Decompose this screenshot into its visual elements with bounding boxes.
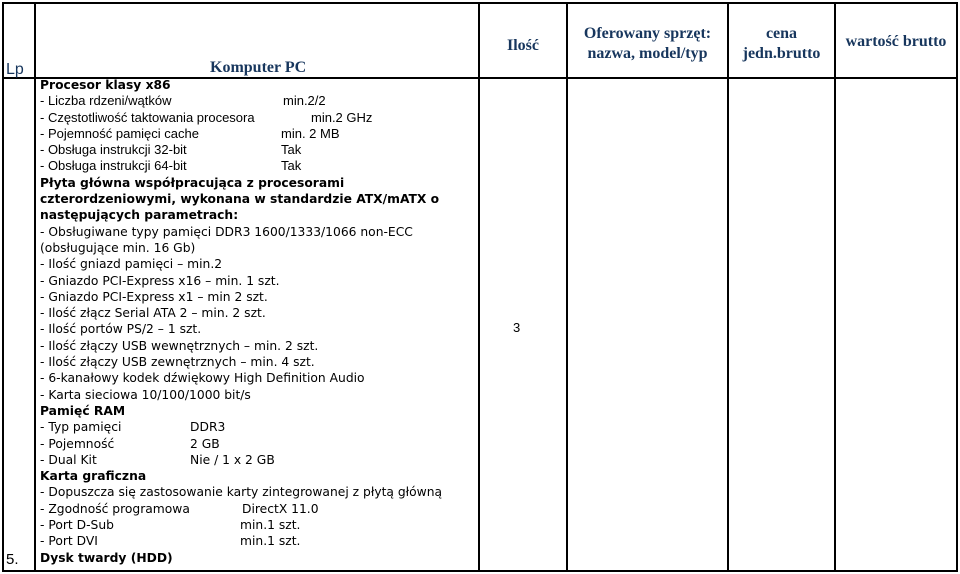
header-offered-equipment <box>568 22 727 66</box>
spec-value: 2 GB <box>190 436 220 451</box>
spec-line <box>40 110 480 126</box>
spec-line <box>40 468 480 484</box>
spec-line <box>40 158 480 174</box>
spec-value: Tak <box>281 158 302 174</box>
spec-label: - Obsługa instrukcji 64-bit <box>40 158 187 174</box>
spec-line <box>40 191 480 207</box>
spec-value: min.2/2 <box>283 93 326 109</box>
spec-line <box>40 452 480 468</box>
spec-label: Procesor klasy x86 <box>40 78 171 92</box>
spec-line <box>40 305 480 321</box>
spec-line <box>40 289 480 305</box>
header-item: Komputer PC <box>210 59 307 76</box>
spec-line <box>40 256 480 272</box>
spec-label: - Karta sieciowa 10/100/1000 bit/s <box>40 387 251 402</box>
spec-label: - Typ pamięci <box>40 420 122 435</box>
spec-label: Płyta główna współpracująca z procesorami <box>40 175 345 190</box>
spec-label: - Ilość gniazd pamięci – min.2 <box>40 257 223 272</box>
table-border-top <box>2 2 958 4</box>
header-quantity: Ilość <box>507 37 539 54</box>
column-divider <box>727 2 729 571</box>
spec-label: - Dual Kit <box>40 452 97 467</box>
spec-line <box>40 142 480 158</box>
spec-value: min.1 szt. <box>240 518 301 533</box>
spec-label: - Obsługa instrukcji 32-bit <box>40 142 187 158</box>
spec-label: - Gniazdo PCI-Express x16 – min. 1 szt. <box>40 273 280 288</box>
spec-value: min.1 szt. <box>240 534 301 549</box>
table-border-right <box>956 2 958 571</box>
spec-value: DDR3 <box>190 420 226 435</box>
spec-label: czterordzeniowymi, wykonana w standardzie ATX/mATX o <box>40 192 440 207</box>
spec-line <box>40 126 480 142</box>
spec-line <box>40 207 480 223</box>
spec-value: min.2 GHz <box>311 109 373 125</box>
spec-line <box>40 370 480 386</box>
spec-label: - Zgodność programowa <box>40 501 190 516</box>
spec-label: - Gniazdo PCI-Express x1 – min 2 szt. <box>40 289 268 304</box>
spec-label: następujących parametrach: <box>40 208 239 223</box>
header-unit-price <box>729 22 834 66</box>
spec-label: - Ilość złączy USB wewnętrznych – min. 2 szt. <box>40 338 319 353</box>
row-number: 5. <box>6 551 19 568</box>
spec-label: - Port DVI <box>40 534 98 549</box>
spec-label: - Częstotliwość taktowania procesora <box>40 109 255 125</box>
spec-value: Nie / 1 x 2 GB <box>190 452 275 467</box>
header-offered-line2: nazwa, model/typ <box>587 45 708 62</box>
header-unit-price-line1: cena <box>765 25 798 42</box>
spec-line <box>40 354 480 370</box>
column-divider <box>34 2 36 571</box>
column-divider <box>566 2 568 571</box>
spec-label: Karta graficzna <box>40 469 147 484</box>
spec-label: (obsługujące min. 16 Gb) <box>40 240 196 255</box>
spec-label: Dysk twardy (HDD) <box>40 550 173 565</box>
spec-line <box>40 484 480 500</box>
spec-line <box>40 175 480 191</box>
spec-value: Tak <box>281 142 302 158</box>
spec-line <box>40 387 480 403</box>
spec-line <box>40 501 480 517</box>
spec-line <box>40 436 480 452</box>
quantity-value: 3 <box>513 320 521 335</box>
spec-label: - Obsługiwane typy pamięci DDR3 1600/1333/1066 non-ECC <box>40 224 413 239</box>
spec-line <box>40 550 480 566</box>
spec-label: - Liczba rdzeni/wątków <box>40 93 172 109</box>
spec-list <box>40 77 480 566</box>
spec-line <box>40 93 480 109</box>
spec-line <box>40 533 480 549</box>
spec-line <box>40 77 480 93</box>
spec-label: - Port D-Sub <box>40 518 114 533</box>
spec-line <box>40 419 480 435</box>
spec-line <box>40 403 480 419</box>
spec-line <box>40 517 480 533</box>
spec-line <box>40 224 480 240</box>
spec-label: - Ilość portów PS/2 – 1 szt. <box>40 322 202 337</box>
spec-line <box>40 321 480 337</box>
spec-label: - Ilość złącz Serial ATA 2 – min. 2 szt. <box>40 306 266 321</box>
header-offered-line1: Oferowany sprzęt: <box>583 25 712 42</box>
spec-label: - Pojemność pamięci cache <box>40 125 199 141</box>
header-lp: Lp <box>6 61 24 78</box>
spec-value: min. 2 MB <box>281 125 340 141</box>
spec-label: - 6-kanałowy kodek dźwiękowy High Definition Audio <box>40 371 365 386</box>
spec-line <box>40 273 480 289</box>
column-divider <box>834 2 836 571</box>
spec-label: - Pojemność <box>40 436 115 451</box>
header-unit-price-line2: jedn.brutto <box>742 45 821 62</box>
table-border-left <box>2 2 4 571</box>
spec-label: - Dopuszcza się zastosowanie karty zintegrowanej z płytą główną <box>40 485 443 500</box>
spec-value: DirectX 11.0 <box>242 501 319 516</box>
spec-line <box>40 240 480 256</box>
spec-line <box>40 338 480 354</box>
header-total-value: wartość brutto <box>845 33 947 50</box>
spec-label: Pamięć RAM <box>40 403 126 418</box>
spec-label: - Ilość złączy USB zewnętrznych – min. 4 szt. <box>40 355 315 370</box>
table-border-bottom <box>2 570 958 572</box>
